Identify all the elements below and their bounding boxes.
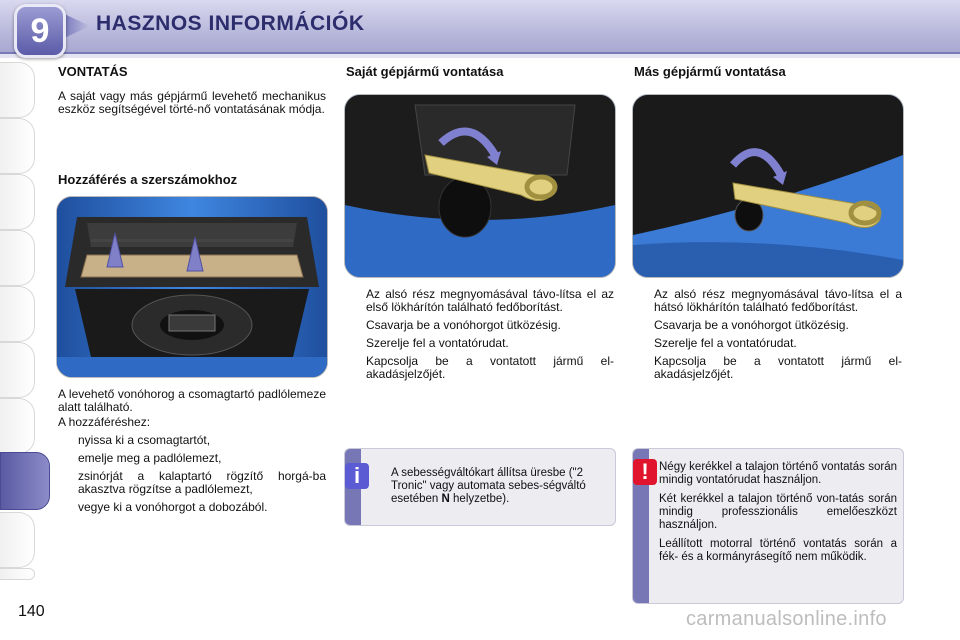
rear-bumper-illustration — [633, 95, 903, 277]
rear-bumper-photo — [632, 94, 904, 278]
section-title-towing: VONTATÁS — [58, 64, 128, 79]
access-lead-text: A hozzáféréshez: — [58, 415, 151, 429]
trunk-illustration — [57, 197, 327, 377]
info-icon: i — [345, 463, 369, 489]
info-text-end: helyzetbe). — [449, 493, 510, 505]
warning-box — [632, 448, 904, 604]
info-box-text — [371, 467, 609, 506]
info-text-bold: N — [441, 493, 450, 505]
list-item: Kapcsolja be a vontatott jármű el-akadásjelzőjét. — [366, 354, 614, 381]
warning-box-text — [659, 461, 897, 564]
page-tab[interactable] — [0, 118, 35, 174]
page-tab-active[interactable] — [0, 452, 50, 510]
page-tab[interactable] — [0, 174, 35, 230]
list-item: Csavarja be a vonóhorgot ütközésig. — [654, 318, 849, 332]
warning-paragraph: Leállított motorral történő vontatás során a fék- és a kormányrásegítő nem működik. — [659, 538, 897, 563]
page-number: 140 — [18, 603, 45, 620]
list-item: Szerelje fel a vontatórudat. — [654, 336, 797, 350]
list-item: Az alsó rész megnyomásával távo-lítsa el a hátsó lökhárítón található fedőborítást. — [654, 287, 902, 314]
section-title-access: Hozzáférés a szerszámokhoz — [58, 172, 238, 187]
warning-paragraph: Két kerékkel a talajon történő von-tatás során mindig professzionális emelőeszközt használjon. — [659, 493, 897, 531]
towing-intro: A saját vagy más gépjármű levehető mechanikus eszköz segítségével törté-nő vontatásának módja. — [58, 89, 326, 116]
front-bumper-illustration — [345, 95, 615, 277]
trunk-photo — [56, 196, 328, 378]
warning-paragraph: Négy kerékkel a talajon történő vontatás során mindig vontatórudat használjon. — [659, 461, 897, 486]
chapter-badge: 9 — [14, 4, 66, 58]
list-item: emelje meg a padlólemezt, — [78, 451, 222, 465]
page-tab[interactable] — [0, 62, 35, 118]
page-tab[interactable] — [0, 398, 35, 454]
own-vehicle-steps-list — [346, 288, 614, 386]
front-bumper-photo — [344, 94, 616, 278]
page-tab[interactable] — [0, 568, 35, 580]
info-text-start: A sebességváltókart állítsa üresbe ("2 Tronic" vagy automata sebes-ségváltó esetében — [391, 467, 586, 505]
page-tab[interactable] — [0, 512, 35, 568]
warning-icon: ! — [633, 459, 657, 485]
info-box — [344, 448, 616, 526]
access-steps-list — [58, 434, 326, 519]
section-title-other-vehicle: Más gépjármű vontatása — [634, 64, 786, 79]
page-tab[interactable] — [0, 286, 35, 342]
list-item: vegye ki a vonóhorgot a dobozából. — [78, 500, 268, 514]
list-item: nyissa ki a csomagtartót, — [78, 433, 211, 447]
list-item: Az alsó rész megnyomásával távo-lítsa el az első lökhárítón található fedőborítást. — [366, 287, 614, 314]
page-title: HASZNOS INFORMÁCIÓK — [96, 12, 365, 35]
list-item: Szerelje fel a vontatórudat. — [366, 336, 509, 350]
hook-location-text: A levehető vonóhorog a csomagtartó padlólemeze alatt található. — [58, 387, 326, 414]
other-vehicle-steps-list — [634, 288, 902, 386]
page-tab[interactable] — [0, 342, 35, 398]
watermark: carmanualsonline.info — [686, 608, 887, 630]
list-item: Kapcsolja be a vontatott jármű el-akadásjelzőjét. — [654, 354, 902, 381]
list-item: zsinórját a kalaptartó rögzítő horgá-ba akasztva rögzítse a padlólemezt, — [78, 469, 326, 496]
page-tab[interactable] — [0, 230, 35, 286]
list-item: Csavarja be a vonóhorgot ütközésig. — [366, 318, 561, 332]
section-title-own-vehicle: Saját gépjármű vontatása — [346, 64, 504, 79]
header-strip — [0, 54, 960, 58]
